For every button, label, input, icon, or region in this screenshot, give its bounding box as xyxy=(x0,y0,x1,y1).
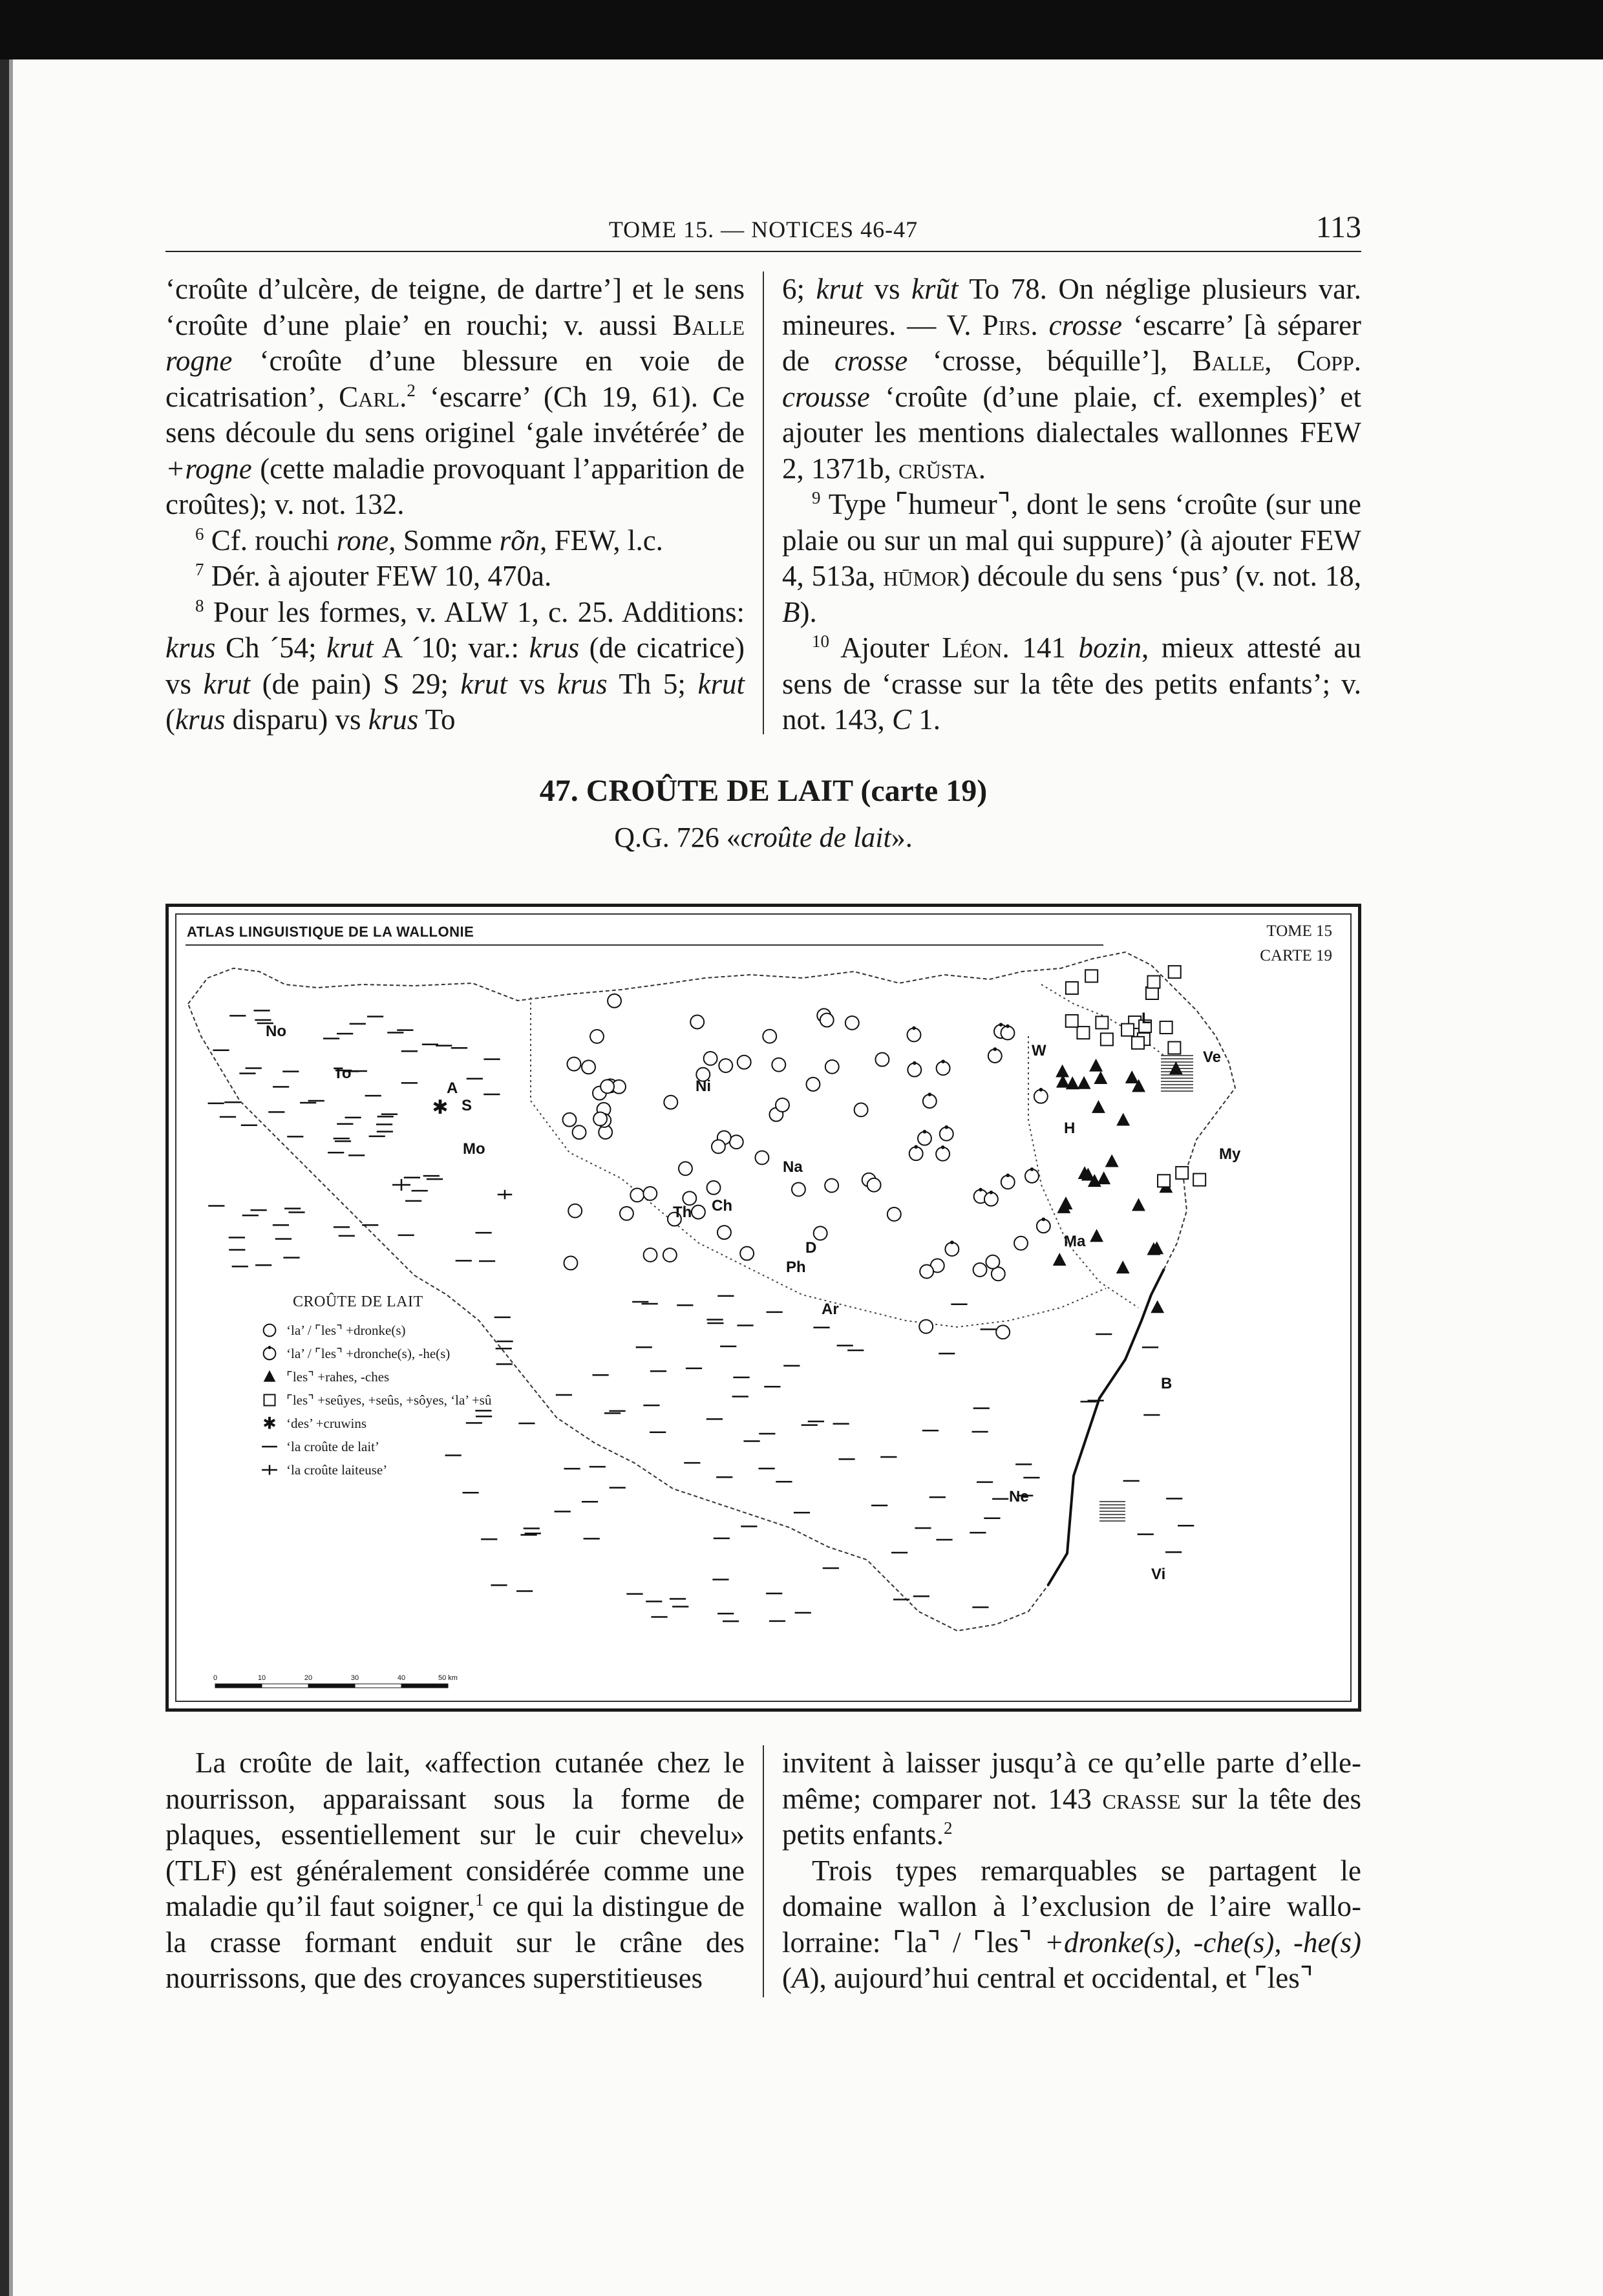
circle-dot-tip xyxy=(1039,1088,1043,1092)
square-symbol xyxy=(1066,982,1078,994)
legend-row xyxy=(257,1435,491,1458)
square-symbol xyxy=(1160,1021,1173,1034)
circle-symbol xyxy=(855,1103,868,1117)
square-symbol xyxy=(1169,966,1181,978)
circle-dot-tip xyxy=(1030,1167,1034,1171)
region-label: B xyxy=(1161,1375,1173,1392)
circle-legend-icon xyxy=(257,1321,286,1340)
circle-symbol xyxy=(806,1078,820,1091)
scale-segment xyxy=(308,1684,355,1688)
footnotes-right-column xyxy=(782,271,1361,738)
footnote-text-run: rõn xyxy=(499,524,540,557)
region-label: H xyxy=(1064,1120,1076,1137)
circle-symbol xyxy=(608,994,621,1008)
region-label: Ve xyxy=(1203,1048,1222,1066)
running-head-title: TOME 15. — NOTICES 46-47 xyxy=(608,217,918,242)
circle-symbol xyxy=(1014,1237,1028,1250)
column-rule-top xyxy=(763,271,764,734)
circle-dot-tip xyxy=(913,1061,917,1065)
body-text-run: ( xyxy=(782,1962,792,1994)
circle-symbol xyxy=(973,1263,987,1277)
footnote-text-run: ). xyxy=(800,595,817,628)
footnote-text-run: (de pain) S 29; xyxy=(250,667,461,700)
region-label: Ne xyxy=(1009,1488,1029,1505)
footnote-paragraph xyxy=(165,595,745,738)
legend-label: ‘la croûte de lait’ xyxy=(286,1438,380,1454)
region-label: Th xyxy=(673,1204,692,1221)
footnote-text-run: Cf. rouchi xyxy=(204,524,337,557)
circle-symbol xyxy=(814,1226,827,1240)
footnote-text-run: To xyxy=(418,703,456,736)
footnote-text-run: bozin xyxy=(1078,632,1142,664)
scan-left-edge-shadow xyxy=(9,59,13,2296)
footnote-text-run: krus xyxy=(165,632,216,664)
cross-dash-legend-icon xyxy=(257,1460,286,1480)
circle-dot-symbol xyxy=(1034,1090,1048,1103)
region-label: L xyxy=(1141,1010,1151,1027)
footnote-text-run: Type ⌜humeur⌝, dont le sens ‘croûte (sur une plaie ou sur un mal qui suppure)’ (à ajouter FEW 4, 513a, xyxy=(782,488,1361,592)
triangle-symbol xyxy=(1090,1229,1103,1242)
asterisk-symbol: ✱ xyxy=(262,1414,277,1433)
circle-symbol xyxy=(704,1052,717,1065)
state-border xyxy=(1048,1269,1164,1586)
footnote-paragraph xyxy=(165,523,745,559)
circle-symbol xyxy=(564,1256,577,1270)
body-text-run: sur la tête des petits enfants. xyxy=(782,1782,1361,1851)
circle-dot-legend-icon xyxy=(257,1344,286,1363)
circle-symbol xyxy=(663,1248,677,1262)
map-header-atlas: ATLAS LINGUISTIQUE DE LA WALLONIE xyxy=(187,924,474,940)
circle-symbol xyxy=(568,1204,582,1218)
footnote-paragraph xyxy=(782,271,1361,487)
circle-dot-tip xyxy=(993,1047,997,1051)
circle-symbol xyxy=(590,1030,604,1043)
circle-dot-tip xyxy=(268,1346,271,1349)
running-head xyxy=(165,212,1361,252)
footnote-text-run: krut xyxy=(326,632,374,664)
footnote-text-run: ‘croûte (d’une plaie, cf. exemples)’ et ajouter les mentions dialectales wallonnes FEW 2, 1371b, xyxy=(782,380,1361,485)
legend-label: ⌜les⌝ +rahes, -ches xyxy=(286,1368,390,1385)
region-label: Ma xyxy=(1064,1233,1086,1250)
footnote-text-run: Pour les formes, v. ALW 1, c. 25. Additions: xyxy=(204,595,745,628)
footnote-text-run: B xyxy=(782,595,800,628)
footnote-text-run: Léon. xyxy=(942,632,1010,664)
region-label: Vi xyxy=(1151,1566,1166,1583)
circle-dot-tip xyxy=(944,1125,948,1129)
square-symbol xyxy=(1176,1167,1188,1179)
circle-dot-symbol xyxy=(1001,1026,1015,1040)
circle-symbol xyxy=(573,1125,586,1139)
triangle-symbol xyxy=(1116,1260,1130,1273)
triangle-symbol xyxy=(1151,1300,1164,1313)
footnote-text-run: , Somme xyxy=(388,524,500,557)
body-text-run: A xyxy=(792,1962,810,1994)
footnote-text-run: , FEW, l.c. xyxy=(540,524,663,557)
footnote-text-run: ( xyxy=(165,703,175,736)
circle-dot-symbol xyxy=(988,1049,1002,1063)
square-symbol xyxy=(1147,976,1160,988)
circle-symbol xyxy=(264,1324,276,1337)
footnote-text-run: 7 xyxy=(195,559,204,579)
square-symbol xyxy=(1066,1015,1078,1027)
circle-symbol xyxy=(825,1060,839,1074)
circle-dot-symbol xyxy=(908,1028,921,1041)
circle-symbol xyxy=(644,1248,657,1262)
legend-row xyxy=(257,1458,491,1482)
circle-dot-symbol xyxy=(1037,1219,1050,1233)
circle-dot-tip xyxy=(990,1191,993,1195)
circle-dot-tip xyxy=(941,1059,945,1063)
map-figure xyxy=(165,904,1361,1712)
region-label: D xyxy=(805,1239,817,1257)
region-label: Ph xyxy=(786,1259,806,1276)
legend-row xyxy=(257,1388,491,1412)
footnote-text-run: 141 xyxy=(1009,632,1079,664)
circle-symbol xyxy=(664,1096,677,1109)
triangle-legend-icon xyxy=(257,1367,286,1387)
circle-symbol xyxy=(582,1060,595,1074)
footnote-text-run: ‘escarre’ [à séparer de xyxy=(782,308,1361,377)
circle-symbol xyxy=(820,1014,834,1027)
square-symbol xyxy=(1158,1175,1170,1187)
circle-symbol xyxy=(738,1056,751,1069)
footnote-text-run xyxy=(1038,309,1049,341)
square-symbol xyxy=(1146,987,1158,999)
footnote-text-run: Balle, Copp. xyxy=(1192,345,1361,377)
square-symbol xyxy=(1168,1042,1180,1054)
triangle-symbol xyxy=(264,1370,276,1382)
article-subtitle xyxy=(165,821,1361,854)
legend-row xyxy=(257,1365,491,1388)
circle-symbol xyxy=(679,1162,692,1175)
circle-dot-tip xyxy=(999,1023,1003,1026)
triangle-symbol xyxy=(1092,1100,1105,1113)
region-label: My xyxy=(1219,1145,1241,1163)
circle-dot-symbol xyxy=(918,1132,931,1145)
footnote-text-run: 9 xyxy=(812,487,821,507)
circle-symbol xyxy=(630,1188,644,1202)
triangle-symbol xyxy=(1132,1198,1145,1211)
footnote-text-run: ‘croûte d’ulcère, de teigne, de dartre’] et le sens ‘croûte d’une plaie’ en rouchi; v. aussi xyxy=(165,273,745,341)
footnote-text-run: ‘escarre’ (Ch 19, 61). Ce sens découle du sens originel ‘gale invétérée’ de xyxy=(165,380,745,449)
footnote-text-run: hūmor xyxy=(883,560,961,592)
circle-dot-symbol xyxy=(936,1147,950,1161)
circle-symbol xyxy=(563,1113,577,1127)
square-symbol xyxy=(1121,1024,1134,1036)
footnote-paragraph xyxy=(165,271,745,523)
body-text-run: invitent à laisser jusqu’à ce qu’elle parte d’elle-même; comparer not. 143 xyxy=(782,1747,1361,1815)
footnote-text-run: ‘crosse, béquille’], xyxy=(908,345,1193,377)
scale-label: 20 xyxy=(304,1674,313,1682)
region-label: S xyxy=(462,1097,472,1114)
circle-symbol xyxy=(887,1207,901,1221)
body-text-run: ), aujourd’hui central et occidental, et ⌜les⌝ xyxy=(809,1962,1313,1994)
body-paragraph xyxy=(782,1745,1361,1853)
article-title: 47. CROÛTE DE LAIT (carte 19) xyxy=(539,774,988,808)
footnote-text-run: krus xyxy=(368,703,419,736)
circle-symbol xyxy=(755,1151,769,1164)
footnote-text-run: krus xyxy=(175,703,226,736)
region-label: Ni xyxy=(695,1078,711,1095)
footnote-text-run: 8 xyxy=(195,595,204,615)
square-symbol xyxy=(1077,1026,1089,1039)
circle-dot-symbol xyxy=(908,1063,921,1077)
circle-symbol xyxy=(600,1079,614,1093)
footnote-text-run: krus xyxy=(557,667,608,700)
circle-dot-tip xyxy=(923,1130,927,1134)
footnote-text-run: krũt xyxy=(911,273,959,305)
circle-dot-symbol xyxy=(984,1193,998,1206)
circle-symbol xyxy=(712,1140,725,1153)
footnote-text-run: crosse xyxy=(834,345,908,377)
footnote-text-run: Pirs. xyxy=(982,308,1038,341)
triangle-symbol xyxy=(1125,1070,1139,1083)
footnote-text-run: ‘croûte d’une blessure en voie de cicatrisation’, xyxy=(165,345,745,413)
page-number: 113 xyxy=(1315,210,1361,244)
circle-dot-symbol xyxy=(1001,1175,1015,1189)
footnote-text-run: +rogne xyxy=(165,452,252,485)
map-header-tome: TOME 15 xyxy=(1266,922,1332,940)
circle-symbol xyxy=(692,1206,705,1219)
legend-label: ⌜les⌝ +seûyes, +seûs, +sôyes, ‘la’ +sû xyxy=(286,1392,492,1408)
footnote-text-run: rone xyxy=(336,524,389,557)
triangle-symbol xyxy=(1078,1076,1091,1089)
asterisk-legend-icon xyxy=(257,1414,286,1433)
footnote-text-run: krus xyxy=(529,632,580,664)
circle-symbol xyxy=(875,1053,889,1067)
body-text-run: ce qui la distingue de la crasse formant enduit sur le crâne des nourrissons, que des croyances superstitieuses xyxy=(165,1890,745,1994)
region-label: Ar xyxy=(822,1301,839,1318)
circle-symbol xyxy=(620,1207,633,1220)
asterisk-symbol: ✱ xyxy=(432,1096,449,1119)
footnote-text-run: 6 xyxy=(195,524,204,544)
footnote-text-run: vs xyxy=(863,273,912,305)
square-legend-icon xyxy=(257,1390,286,1410)
circle-symbol xyxy=(996,1325,1010,1339)
footnote-text-run: Balle xyxy=(672,308,745,341)
body-paragraph xyxy=(782,1853,1361,1997)
circle-symbol xyxy=(920,1265,933,1279)
footnote-text-run: , mieux attesté au sens de ‘crasse sur la tête des petits enfants’; v. not. 143, xyxy=(782,632,1362,736)
circle-dot-symbol xyxy=(923,1094,937,1108)
triangle-symbol xyxy=(1053,1253,1067,1266)
circle-dot-symbol xyxy=(1025,1169,1039,1183)
map-header-carte: CARTE 19 xyxy=(1260,947,1332,964)
legend-row xyxy=(257,1342,491,1365)
circle-symbol xyxy=(776,1098,789,1112)
footnote-text-run: crosse xyxy=(1048,308,1122,341)
hatched-area xyxy=(1099,1056,1193,1521)
scale-segment xyxy=(215,1684,262,1688)
footnote-text-run: rogne xyxy=(165,345,233,377)
map-legend xyxy=(257,1293,491,1482)
column-rule-bottom xyxy=(763,1745,764,1997)
circle-symbol xyxy=(792,1183,805,1196)
area-boundary xyxy=(531,997,1106,1327)
footnote-text-run: 1. xyxy=(911,703,941,736)
footnote-text-run: crousse xyxy=(782,380,870,413)
triangle-symbol xyxy=(1094,1071,1107,1084)
square-symbol xyxy=(1193,1174,1205,1186)
square-symbol xyxy=(1085,970,1098,982)
circle-symbol xyxy=(568,1058,581,1071)
subtitle-text-run: croûte de lait xyxy=(740,822,891,853)
legend-label: ‘la croûte laiteuse’ xyxy=(286,1462,388,1478)
subtitle-text-run: ». xyxy=(891,822,913,853)
footnote-text-run: (cette maladie provoquant l’apparition de croûtes); v. not. 132. xyxy=(165,452,745,520)
triangle-symbol xyxy=(1169,1061,1183,1074)
footnote-paragraph xyxy=(782,487,1361,630)
body-text-run: Trois types remarquables se partagent le domaine wallon à l’exclusion de l’aire wallo-lorraine: ⌜la⌝ / ⌜les⌝ xyxy=(782,1854,1361,1959)
square-symbol xyxy=(264,1395,275,1406)
circle-dot-tip xyxy=(950,1240,954,1244)
region-label: A xyxy=(447,1079,458,1097)
footnote-text-run: To 78. On néglige plusieurs var. mineures. — V. xyxy=(782,273,1362,341)
body-text-run: crasse xyxy=(1102,1782,1181,1815)
footnote-text-run: Carl. xyxy=(339,380,407,413)
scan-top-border xyxy=(0,0,1603,59)
circle-dot-tip xyxy=(912,1026,916,1030)
circle-symbol xyxy=(717,1226,731,1239)
circle-symbol xyxy=(919,1320,933,1334)
body-left-column xyxy=(165,1745,745,1997)
body-text-run: La croûte de lait, «affection cutanée chez le nourrisson, apparaissant sous la forme de plaques, essentiellement sur le cuir chevelu» (TLF) est généralement considérée comme une maladie qu’il faut soigner, xyxy=(165,1747,745,1922)
footnote-text-run: A ´10; var.: xyxy=(373,632,529,664)
circle-symbol xyxy=(986,1255,999,1269)
footnote-text-run: Dér. à ajouter FEW 10, 470a. xyxy=(204,560,552,592)
circle-dot-tip xyxy=(1006,1173,1010,1177)
body-text-run: 1 xyxy=(474,1889,484,1909)
circle-dot-symbol xyxy=(264,1348,276,1360)
circle-symbol xyxy=(719,1059,732,1072)
square-symbol xyxy=(1101,1033,1113,1045)
circle-symbol xyxy=(593,1112,607,1125)
body-paragraph xyxy=(165,1745,745,1997)
footnote-text-run: disparu) vs xyxy=(225,703,368,736)
legend-title: CROÛTE DE LAIT xyxy=(293,1293,423,1310)
region-label: No xyxy=(266,1023,286,1040)
triangle-symbol xyxy=(1105,1154,1119,1167)
legend-label: ‘la’ / ⌜les⌝ +dronke(s) xyxy=(286,1322,406,1338)
scale-segment xyxy=(355,1684,401,1688)
circle-dot-tip xyxy=(1006,1025,1010,1028)
circle-symbol xyxy=(845,1016,859,1030)
triangle-symbol xyxy=(1116,1113,1130,1126)
circle-dot-tip xyxy=(914,1145,918,1149)
scale-label: 30 xyxy=(350,1674,359,1682)
footnote-text-run: krut xyxy=(460,667,507,700)
scale-label: 50 km xyxy=(438,1674,458,1682)
region-label: To xyxy=(334,1065,352,1082)
legend-label: ‘des’ +cruwins xyxy=(286,1415,367,1431)
footnote-text-run: ) découle du sens ‘pus’ (v. not. 18, xyxy=(960,560,1361,592)
circle-symbol xyxy=(730,1135,743,1149)
footnotes-left-column xyxy=(165,271,745,738)
circle-dot-tip xyxy=(1041,1217,1045,1221)
footnote-text-run: krut xyxy=(203,667,251,700)
scale-label: 40 xyxy=(397,1674,406,1682)
dash-legend-icon xyxy=(257,1437,286,1456)
legend-row xyxy=(257,1319,491,1342)
circle-symbol xyxy=(740,1247,754,1260)
circle-dot-tip xyxy=(979,1188,982,1192)
body-text-run: +dronke(s), -che(s), -he(s) xyxy=(1044,1926,1361,1959)
circle-dot-tip xyxy=(928,1092,931,1096)
footnote-text-run: Ch ´54; xyxy=(215,632,327,664)
footnote-text-run: 6; xyxy=(782,273,816,305)
square-symbol xyxy=(1132,1037,1144,1049)
circle-symbol xyxy=(825,1179,838,1193)
circle-dot-tip xyxy=(941,1145,945,1149)
footnote-paragraph xyxy=(165,558,745,595)
circle-dot-symbol xyxy=(937,1061,950,1075)
legend-row xyxy=(257,1412,491,1435)
footnote-text-run: crŭsta xyxy=(898,452,979,485)
scale-segment xyxy=(401,1684,448,1688)
footnote-text-run: Ajouter xyxy=(829,632,942,664)
legend-label: ‘la’ / ⌜les⌝ +dronche(s), -he(s) xyxy=(286,1345,451,1361)
map-scale-bar xyxy=(209,1670,467,1695)
triangle-symbol xyxy=(1056,1065,1069,1078)
triangle-symbol xyxy=(1097,1171,1110,1184)
circle-symbol xyxy=(690,1015,704,1029)
circle-symbol xyxy=(707,1181,721,1195)
footnote-text-run: 2 xyxy=(407,380,416,400)
footnote-text-run: (de cicatrice) vs xyxy=(165,632,745,700)
footnote-text-run: krut xyxy=(816,273,864,305)
footnote-paragraph xyxy=(782,630,1361,738)
footnote-text-run: . xyxy=(978,452,986,485)
region-label: Mo xyxy=(463,1140,485,1158)
circle-symbol xyxy=(867,1178,881,1192)
square-symbol xyxy=(1096,1016,1108,1028)
circle-dot-symbol xyxy=(945,1242,959,1256)
footnote-text-run: C xyxy=(892,703,912,736)
footnote-text-run: krut xyxy=(697,667,745,700)
triangle-symbol xyxy=(1089,1059,1103,1072)
scale-label: 0 xyxy=(213,1674,218,1682)
circle-dot-symbol xyxy=(909,1147,923,1160)
footnote-text-run: 10 xyxy=(812,631,829,651)
footnote-text-run: Th 5; xyxy=(607,667,698,700)
scan-left-edge xyxy=(0,59,9,2296)
circle-symbol xyxy=(772,1058,785,1072)
circle-symbol xyxy=(763,1030,776,1043)
circle-symbol xyxy=(643,1187,657,1200)
region-label: W xyxy=(1032,1042,1046,1059)
region-label: Na xyxy=(783,1158,803,1176)
footnote-text-run: vs xyxy=(507,667,558,700)
region-label: Ch xyxy=(712,1197,732,1215)
scale-label: 10 xyxy=(257,1674,266,1682)
body-right-column xyxy=(782,1745,1361,1997)
body-text-run: 2 xyxy=(943,1818,953,1838)
circle-dot-symbol xyxy=(940,1127,953,1141)
scale-segment xyxy=(262,1684,308,1688)
subtitle-text-run: Q.G. 726 « xyxy=(614,822,741,853)
